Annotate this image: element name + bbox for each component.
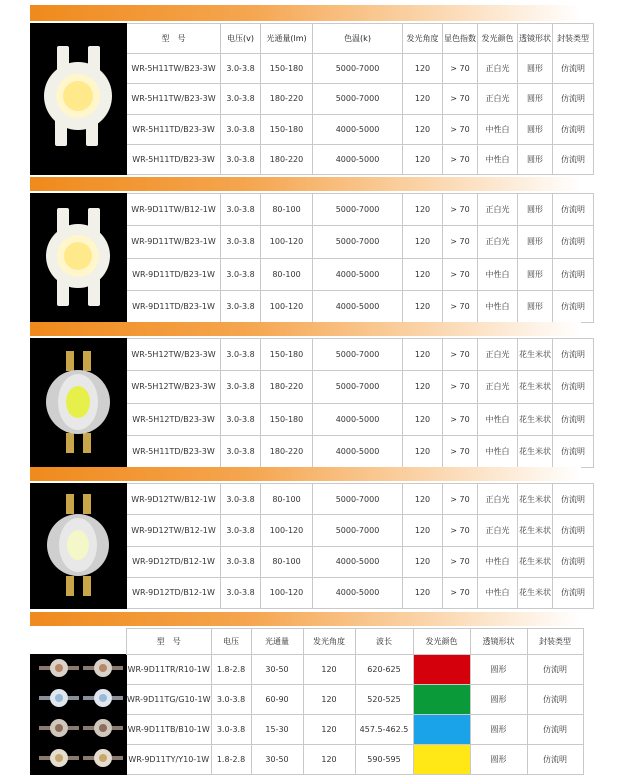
cct-cell: 5000-7000 bbox=[313, 484, 403, 515]
angle-cell: 120 bbox=[403, 371, 443, 403]
lens-cell: 花生米状 bbox=[518, 546, 553, 577]
flux-cell: 100-120 bbox=[261, 515, 313, 546]
led-red-image bbox=[31, 655, 127, 685]
cct-cell: 5000-7000 bbox=[313, 84, 403, 114]
voltage-cell: 1.8-2.8 bbox=[211, 745, 251, 775]
cri-cell: > 70 bbox=[443, 546, 478, 577]
color-cell: 正白光 bbox=[478, 54, 518, 84]
angle-cell: 120 bbox=[303, 715, 355, 745]
cri-cell: > 70 bbox=[443, 371, 478, 403]
angle-cell: 120 bbox=[403, 144, 443, 174]
angle-cell: 120 bbox=[303, 685, 355, 715]
col-model-header: 型 号 bbox=[127, 24, 221, 54]
flux-cell: 150-180 bbox=[261, 403, 313, 435]
color-swatch-blue bbox=[413, 715, 470, 745]
lens-cell: 圆形 bbox=[518, 258, 553, 290]
voltage-cell: 3.0-3.8 bbox=[211, 715, 251, 745]
flux-cell: 100-120 bbox=[261, 577, 313, 608]
package-cell: 仿流明 bbox=[527, 745, 583, 775]
spec-table-group-1 bbox=[30, 23, 594, 175]
color-cell: 中性白 bbox=[478, 114, 518, 144]
package-cell: 仿流明 bbox=[553, 515, 594, 546]
model-cell: WR-9D12TW/B12-1W bbox=[127, 484, 221, 515]
flux-cell: 100-120 bbox=[261, 290, 313, 322]
section-divider-bar bbox=[30, 322, 581, 336]
table-row bbox=[31, 339, 594, 371]
cri-cell: > 70 bbox=[443, 114, 478, 144]
angle-cell: 120 bbox=[303, 745, 355, 775]
col-angle-header: 发光角度 bbox=[403, 24, 443, 54]
flux-cell: 80-100 bbox=[261, 258, 313, 290]
cct-cell: 5000-7000 bbox=[313, 515, 403, 546]
package-cell: 仿流明 bbox=[553, 54, 594, 84]
model-cell: WR-9D11TD/B23-1W bbox=[127, 290, 221, 322]
color-led-table bbox=[30, 628, 584, 775]
voltage-cell: 3.0-3.8 bbox=[221, 403, 261, 435]
flux-cell: 150-180 bbox=[261, 114, 313, 144]
lens-cell: 花生米状 bbox=[518, 371, 553, 403]
angle-cell: 120 bbox=[403, 84, 443, 114]
package-cell: 仿流明 bbox=[553, 484, 594, 515]
flux-cell: 80-100 bbox=[261, 194, 313, 226]
package-cell: 仿流明 bbox=[553, 435, 594, 467]
model-cell: WR-5H12TD/B23-3W bbox=[127, 403, 221, 435]
flux-cell: 80-100 bbox=[261, 484, 313, 515]
model-cell: WR-9D12TD/B12-1W bbox=[127, 577, 221, 608]
led-blue-image bbox=[31, 715, 127, 745]
angle-cell: 120 bbox=[403, 577, 443, 608]
col-package-header: 封装类型 bbox=[553, 24, 594, 54]
col-flux-header: 光通量(lm) bbox=[261, 24, 313, 54]
lens-cell: 花生米状 bbox=[518, 339, 553, 371]
cct-cell: 4000-5000 bbox=[313, 546, 403, 577]
flux-cell: 80-100 bbox=[261, 546, 313, 577]
cri-cell: > 70 bbox=[443, 84, 478, 114]
header-accent-bar bbox=[30, 5, 581, 21]
flux-cell: 30-50 bbox=[251, 655, 303, 685]
angle-cell: 120 bbox=[403, 194, 443, 226]
model-cell: WR-9D11TG/G10-1W bbox=[127, 685, 212, 715]
wavelength-cell: 620-625 bbox=[355, 655, 413, 685]
angle-cell: 120 bbox=[403, 114, 443, 144]
section-divider-bar bbox=[30, 467, 581, 481]
lens-cell: 圆形 bbox=[518, 194, 553, 226]
model-cell: WR-9D11TD/B23-1W bbox=[127, 258, 221, 290]
cri-cell: > 70 bbox=[443, 484, 478, 515]
flux-cell: 15-30 bbox=[251, 715, 303, 745]
voltage-cell: 3.0-3.8 bbox=[221, 484, 261, 515]
cri-cell: > 70 bbox=[443, 194, 478, 226]
voltage-cell: 3.0-3.8 bbox=[221, 226, 261, 258]
lens-cell: 花生米状 bbox=[518, 577, 553, 608]
package-cell: 仿流明 bbox=[553, 577, 594, 608]
color-cell: 正白光 bbox=[478, 371, 518, 403]
package-cell: 仿流明 bbox=[553, 290, 594, 322]
model-cell: WR-9D11TR/R10-1W bbox=[127, 655, 212, 685]
model-cell: WR-5H11TW/B23-3W bbox=[127, 54, 221, 84]
package-cell: 仿流明 bbox=[553, 194, 594, 226]
model-cell: WR-9D11TW/B12-1W bbox=[127, 194, 221, 226]
table-row bbox=[31, 715, 584, 745]
color-cell: 中性白 bbox=[478, 258, 518, 290]
model-cell: WR-9D12TW/B12-1W bbox=[127, 515, 221, 546]
col-lens-header: 透镜形状 bbox=[518, 24, 553, 54]
angle-cell: 120 bbox=[403, 515, 443, 546]
voltage-cell: 3.0-3.8 bbox=[221, 546, 261, 577]
voltage-cell: 3.0-3.8 bbox=[221, 515, 261, 546]
voltage-cell: 3.0-3.8 bbox=[221, 339, 261, 371]
angle-cell: 120 bbox=[403, 435, 443, 467]
col-color-header: 发光颜色 bbox=[413, 629, 470, 655]
color-cell: 中性白 bbox=[478, 144, 518, 174]
cri-cell: > 70 bbox=[443, 339, 478, 371]
voltage-cell: 3.0-3.8 bbox=[211, 685, 251, 715]
cct-cell: 5000-7000 bbox=[313, 339, 403, 371]
flux-cell: 180-220 bbox=[261, 84, 313, 114]
model-cell: WR-5H11TD/B23-3W bbox=[127, 114, 221, 144]
cct-cell: 4000-5000 bbox=[313, 114, 403, 144]
cct-cell: 4000-5000 bbox=[313, 258, 403, 290]
lens-cell: 花生米状 bbox=[518, 484, 553, 515]
lens-cell: 圆形 bbox=[518, 144, 553, 174]
model-cell: WR-5H11TD/B23-3W bbox=[127, 144, 221, 174]
flux-cell: 180-220 bbox=[261, 144, 313, 174]
cri-cell: > 70 bbox=[443, 577, 478, 608]
lens-cell: 圆形 bbox=[518, 114, 553, 144]
lens-cell: 花生米状 bbox=[518, 403, 553, 435]
voltage-cell: 3.0-3.8 bbox=[221, 54, 261, 84]
color-cell: 正白光 bbox=[478, 339, 518, 371]
col-package-header: 封装类型 bbox=[527, 629, 583, 655]
spec-table-group-4 bbox=[30, 483, 594, 609]
col-flux-header: 光通量 bbox=[251, 629, 303, 655]
cct-cell: 4000-5000 bbox=[313, 290, 403, 322]
voltage-cell: 3.0-3.8 bbox=[221, 577, 261, 608]
cct-cell: 4000-5000 bbox=[313, 577, 403, 608]
flux-cell: 150-180 bbox=[261, 339, 313, 371]
wavelength-cell: 457.5-462.5 bbox=[355, 715, 413, 745]
color-cell: 中性白 bbox=[478, 546, 518, 577]
wavelength-cell: 520-525 bbox=[355, 685, 413, 715]
model-cell: WR-5H11TW/B23-3W bbox=[127, 84, 221, 114]
package-cell: 仿流明 bbox=[553, 114, 594, 144]
package-cell: 仿流明 bbox=[527, 685, 583, 715]
lens-cell: 圆形 bbox=[518, 84, 553, 114]
cri-cell: > 70 bbox=[443, 515, 478, 546]
col-voltage-header: 电压(v) bbox=[221, 24, 261, 54]
model-cell: WR-9D11TB/B10-1W bbox=[127, 715, 212, 745]
cct-cell: 5000-7000 bbox=[313, 194, 403, 226]
flux-cell: 180-220 bbox=[261, 371, 313, 403]
model-cell: WR-5H12TW/B23-3W bbox=[127, 339, 221, 371]
color-swatch-red bbox=[413, 655, 470, 685]
color-cell: 中性白 bbox=[478, 435, 518, 467]
table-row bbox=[31, 685, 584, 715]
angle-cell: 120 bbox=[403, 339, 443, 371]
spec-table-group-3 bbox=[30, 338, 594, 468]
cri-cell: > 70 bbox=[443, 226, 478, 258]
cct-cell: 5000-7000 bbox=[313, 371, 403, 403]
package-cell: 仿流明 bbox=[553, 226, 594, 258]
lens-cell: 圆形 bbox=[470, 715, 527, 745]
table-row bbox=[31, 745, 584, 775]
color-cell: 正白光 bbox=[478, 226, 518, 258]
wavelength-cell: 590-595 bbox=[355, 745, 413, 775]
package-cell: 仿流明 bbox=[553, 371, 594, 403]
voltage-cell: 3.0-3.8 bbox=[221, 194, 261, 226]
voltage-cell: 3.0-3.8 bbox=[221, 371, 261, 403]
angle-cell: 120 bbox=[403, 258, 443, 290]
cri-cell: > 70 bbox=[443, 435, 478, 467]
table-row bbox=[31, 484, 594, 515]
angle-cell: 120 bbox=[403, 226, 443, 258]
color-swatch-yellow bbox=[413, 745, 470, 775]
col-angle-header: 发光角度 bbox=[303, 629, 355, 655]
col-model-header: 型 号 bbox=[127, 629, 212, 655]
voltage-cell: 3.0-3.8 bbox=[221, 290, 261, 322]
color-cell: 正白光 bbox=[478, 515, 518, 546]
col-color-header: 发光颜色 bbox=[478, 24, 518, 54]
color-cell: 中性白 bbox=[478, 577, 518, 608]
spec-table-group-2 bbox=[30, 193, 594, 323]
col-cri-header: 显色指数 bbox=[443, 24, 478, 54]
voltage-cell: 3.0-3.8 bbox=[221, 258, 261, 290]
section-divider-bar bbox=[30, 612, 581, 626]
cri-cell: > 70 bbox=[443, 290, 478, 322]
flux-cell: 150-180 bbox=[261, 54, 313, 84]
angle-cell: 120 bbox=[403, 290, 443, 322]
package-cell: 仿流明 bbox=[553, 403, 594, 435]
led-flat-3w-image bbox=[31, 24, 127, 175]
cct-cell: 4000-5000 bbox=[313, 403, 403, 435]
lens-cell: 花生米状 bbox=[518, 435, 553, 467]
lens-cell: 圆形 bbox=[470, 745, 527, 775]
color-cell: 中性白 bbox=[478, 290, 518, 322]
lens-cell: 圆形 bbox=[470, 655, 527, 685]
voltage-cell: 3.0-3.8 bbox=[221, 435, 261, 467]
cct-cell: 4000-5000 bbox=[313, 144, 403, 174]
cct-cell: 5000-7000 bbox=[313, 226, 403, 258]
cri-cell: > 70 bbox=[443, 144, 478, 174]
model-cell: WR-5H11TD/B23-3W bbox=[127, 435, 221, 467]
lens-cell: 圆形 bbox=[470, 685, 527, 715]
table-row bbox=[31, 194, 594, 226]
flux-cell: 30-50 bbox=[251, 745, 303, 775]
package-cell: 仿流明 bbox=[527, 715, 583, 745]
voltage-cell: 3.0-3.8 bbox=[221, 114, 261, 144]
led-green-image bbox=[31, 685, 127, 715]
cri-cell: > 70 bbox=[443, 54, 478, 84]
voltage-cell: 3.0-3.8 bbox=[221, 84, 261, 114]
cri-cell: > 70 bbox=[443, 403, 478, 435]
color-cell: 正白光 bbox=[478, 484, 518, 515]
package-cell: 仿流明 bbox=[553, 546, 594, 577]
flux-cell: 100-120 bbox=[261, 226, 313, 258]
lens-cell: 圆形 bbox=[518, 54, 553, 84]
model-cell: WR-9D11TW/B23-1W bbox=[127, 226, 221, 258]
flux-cell: 60-90 bbox=[251, 685, 303, 715]
col-cct-header: 色温(k) bbox=[313, 24, 403, 54]
cct-cell: 4000-5000 bbox=[313, 435, 403, 467]
lens-cell: 圆形 bbox=[518, 290, 553, 322]
color-cell: 中性白 bbox=[478, 403, 518, 435]
led-flat-1w-image bbox=[31, 194, 127, 323]
lens-cell: 圆形 bbox=[518, 226, 553, 258]
angle-cell: 120 bbox=[403, 484, 443, 515]
led-peanut-3w-image bbox=[31, 339, 127, 468]
cri-cell: > 70 bbox=[443, 258, 478, 290]
color-cell: 正白光 bbox=[478, 194, 518, 226]
angle-cell: 120 bbox=[403, 403, 443, 435]
section-divider-bar bbox=[30, 177, 581, 191]
table-row bbox=[31, 655, 584, 685]
voltage-cell: 1.8-2.8 bbox=[211, 655, 251, 685]
package-cell: 仿流明 bbox=[553, 258, 594, 290]
color-cell: 正白光 bbox=[478, 84, 518, 114]
color-swatch-green bbox=[413, 685, 470, 715]
angle-cell: 120 bbox=[303, 655, 355, 685]
package-cell: 仿流明 bbox=[553, 339, 594, 371]
model-cell: WR-9D12TD/B12-1W bbox=[127, 546, 221, 577]
led-peanut-1w-image bbox=[31, 484, 127, 609]
lens-cell: 花生米状 bbox=[518, 515, 553, 546]
led-yellow-image bbox=[31, 745, 127, 775]
package-cell: 仿流明 bbox=[553, 144, 594, 174]
angle-cell: 120 bbox=[403, 546, 443, 577]
image-col-spacer bbox=[31, 629, 127, 655]
package-cell: 仿流明 bbox=[527, 655, 583, 685]
angle-cell: 120 bbox=[403, 54, 443, 84]
col-voltage-header: 电压 bbox=[211, 629, 251, 655]
package-cell: 仿流明 bbox=[553, 84, 594, 114]
flux-cell: 180-220 bbox=[261, 435, 313, 467]
col-lens-header: 透镜形状 bbox=[470, 629, 527, 655]
model-cell: WR-9D11TY/Y10-1W bbox=[127, 745, 212, 775]
voltage-cell: 3.0-3.8 bbox=[221, 144, 261, 174]
col-wavelength-header: 波长 bbox=[355, 629, 413, 655]
model-cell: WR-5H12TW/B23-3W bbox=[127, 371, 221, 403]
cct-cell: 5000-7000 bbox=[313, 54, 403, 84]
